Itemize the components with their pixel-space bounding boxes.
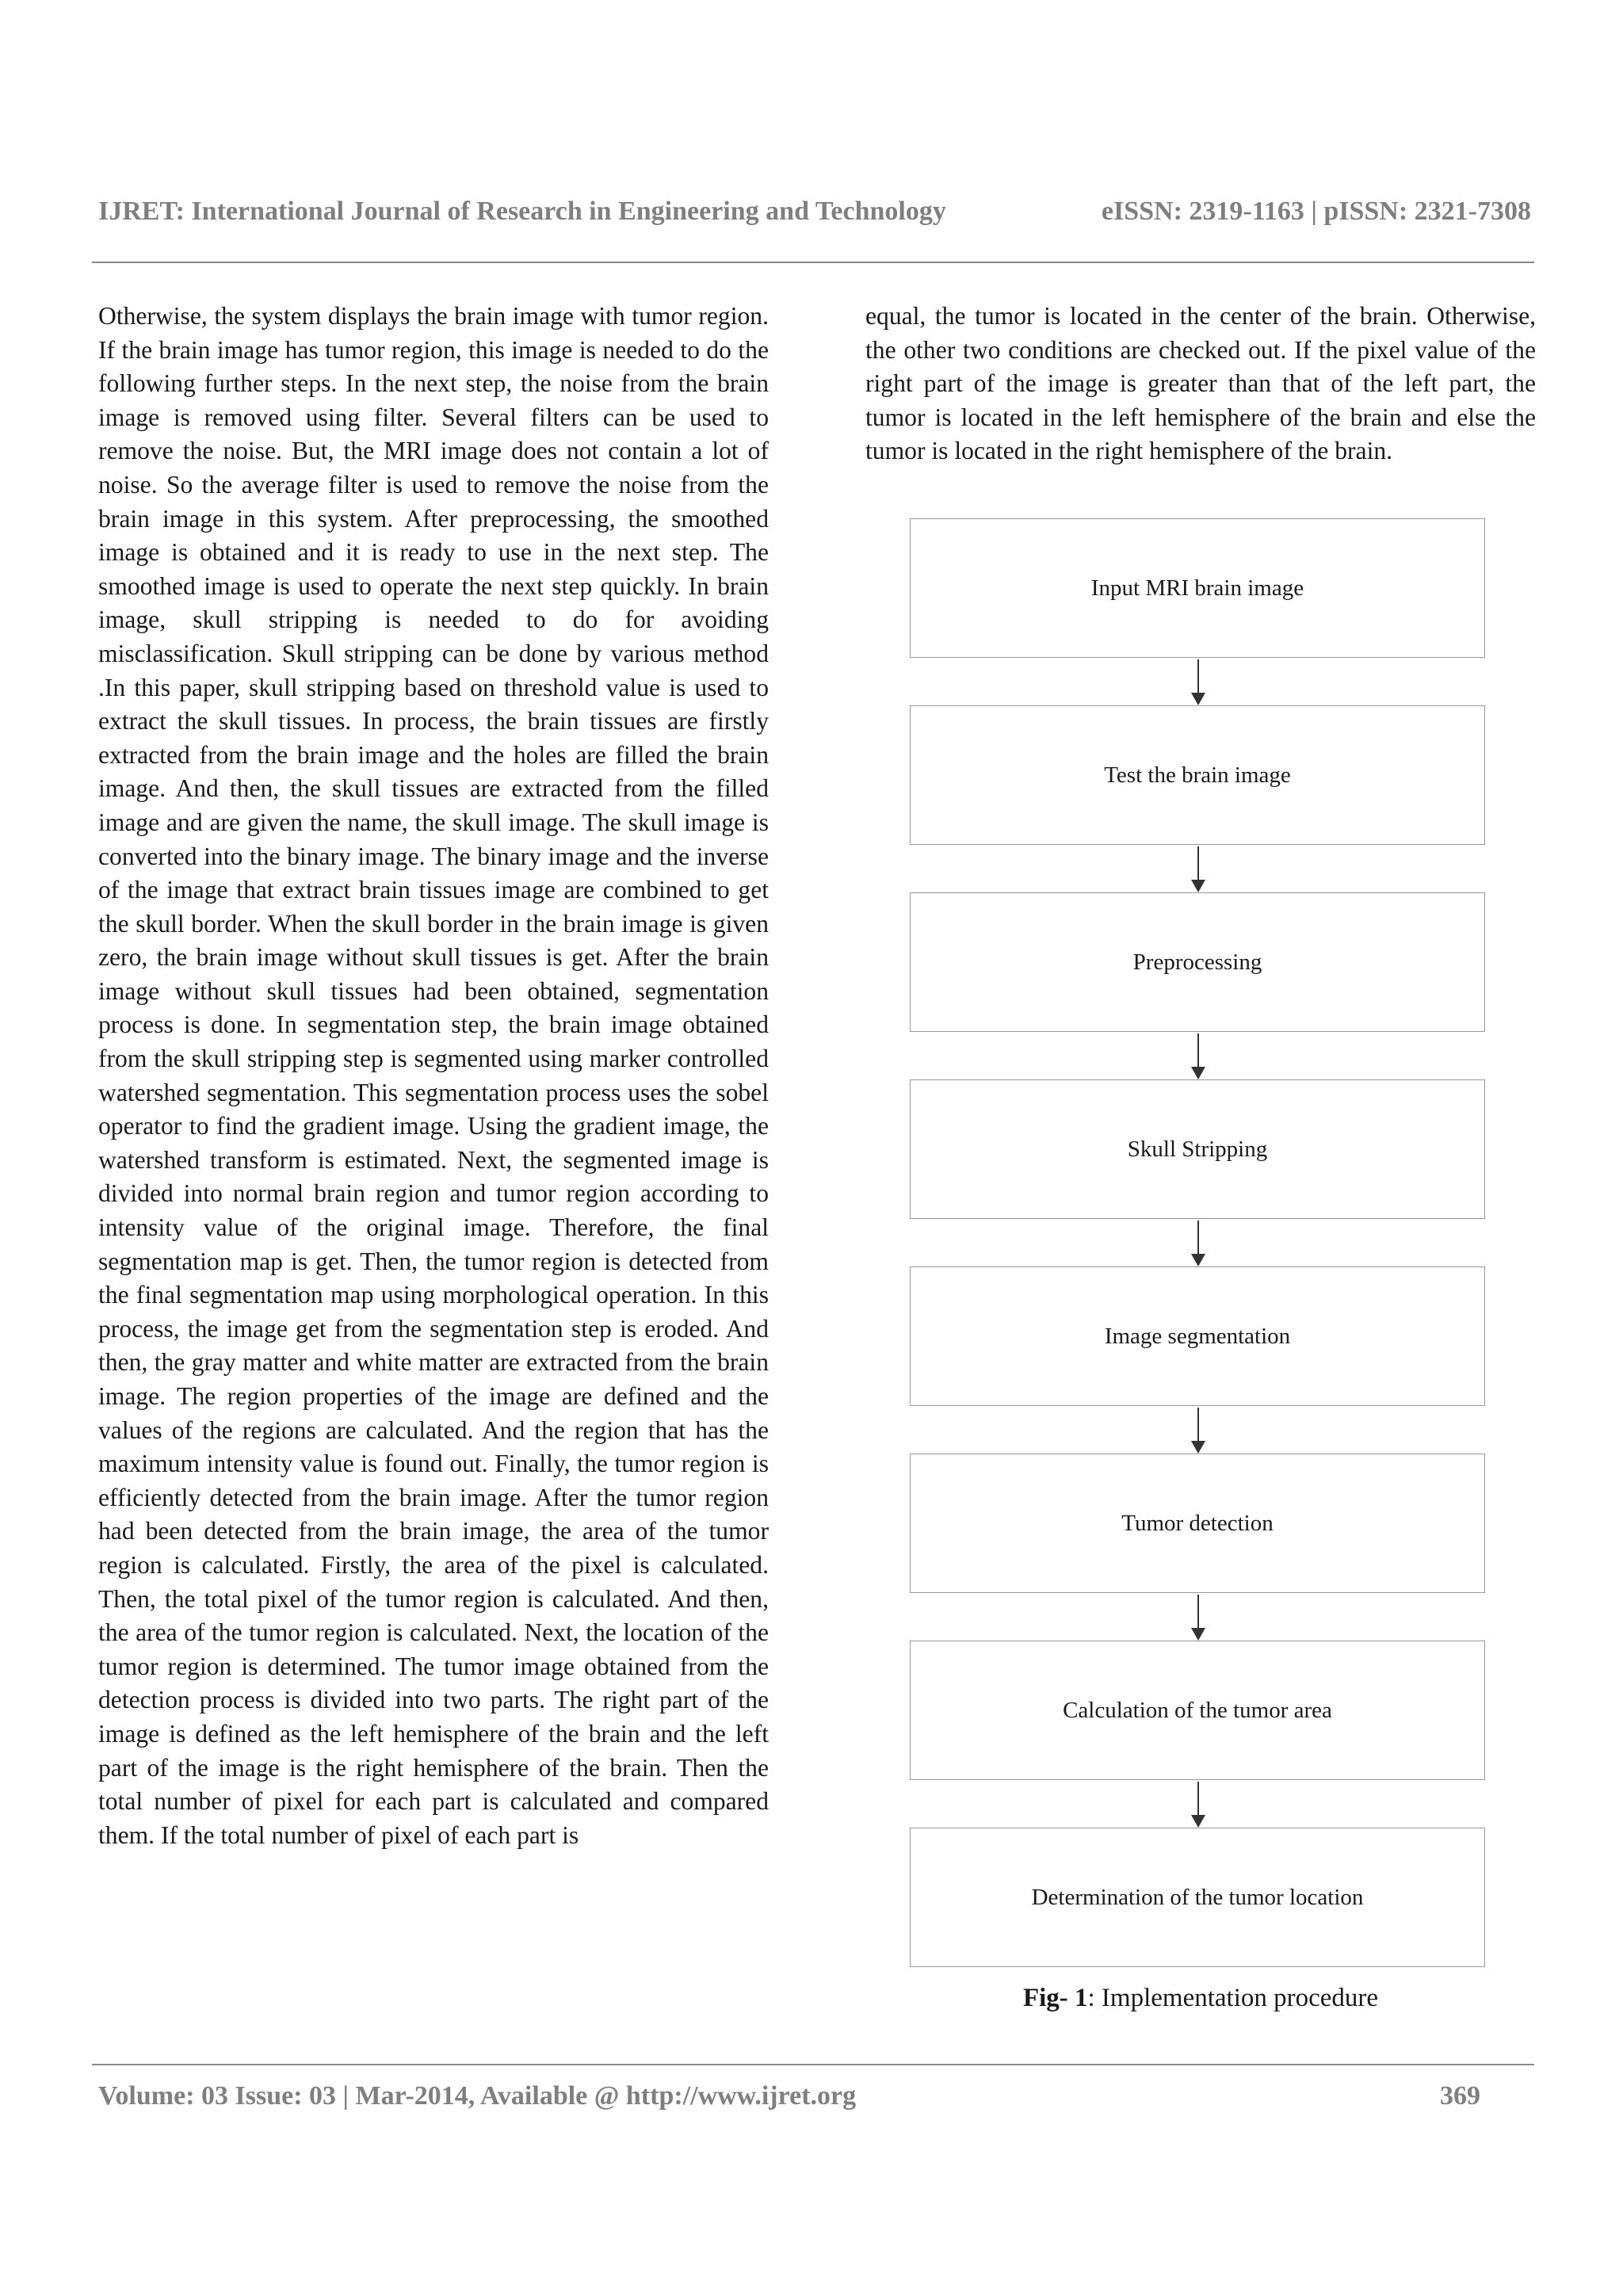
down-arrow-icon <box>1197 1595 1200 1641</box>
flow-step-label: Test the brain image <box>1104 762 1291 788</box>
down-arrow-icon <box>1197 1221 1200 1266</box>
flow-step-label: Skull Stripping <box>1127 1137 1268 1162</box>
flow-step-box <box>910 1641 1485 1780</box>
right-text-column <box>865 300 1536 498</box>
flow-step-box <box>910 1828 1485 1967</box>
page-header <box>98 197 1531 236</box>
header-rule <box>92 262 1534 263</box>
down-arrow-icon <box>1197 1033 1200 1079</box>
flow-step-box <box>910 892 1485 1032</box>
page-number: 369 <box>1440 2081 1480 2111</box>
down-arrow-icon <box>1197 1408 1200 1454</box>
flow-step-box <box>910 518 1485 658</box>
flow-step-box <box>910 1266 1485 1406</box>
flow-step-box <box>910 705 1485 845</box>
footer-rule <box>92 2064 1534 2065</box>
figure-caption <box>865 1981 1536 2015</box>
left-text-column <box>98 300 769 2027</box>
down-arrow-icon <box>1197 846 1200 892</box>
flow-step-label: Preprocessing <box>1132 949 1262 975</box>
body-paragraph: equal, the tumor is located in the center of the brain. Otherwise, the other two conditions are checked out. If the pixel value of the right part of the image is greater than that of the left part, the tumor is located in the left hemisphere of the brain and else the tumor is located in the right hemisphere of the brain. <box>865 302 1536 465</box>
volume-info: Volume: 03 Issue: 03 | Mar-2014, Available @ http://www.ijret.org <box>98 2081 857 2111</box>
issn-info: eISSN: 2319-1163 | pISSN: 2321-7308 <box>1101 197 1531 226</box>
flow-step-label: Input MRI brain image <box>1090 575 1304 601</box>
figure-caption-text: : Implementation procedure <box>1087 1984 1379 2012</box>
journal-title: IJRET: International Journal of Research in Engineering and Technology <box>98 197 946 226</box>
flow-step-label: Calculation of the tumor area <box>1063 1698 1332 1723</box>
flow-step-label: Tumor detection <box>1121 1511 1274 1536</box>
down-arrow-icon <box>1197 1782 1200 1828</box>
flow-step-label: Determination of the tumor location <box>1031 1885 1364 1910</box>
body-paragraph: Otherwise, the system displays the brain image with tumor region. If the brain image has tumor region, this image is needed to do the following further steps. In the next step, the noise from the brain image is removed using filter. Several filters can be used to remove the noise. But, the MRI image does not contain a lot of noise. So the average filter is used to remove the noise from the brain image in this system. After preprocessing, the smoothed image is obtained and it is ready to use in the next step. The smoothed image is used to operate the next step quickly. In brain image, skull stripping is needed to do for avoiding misclassification. Skull stripping can be done by various method .In this paper, skull stripping based on threshold value is used to extract the skull tissues. In process, the brain tissues are firstly extracted from the brain image and the holes are filled the brain image. And then, the skull tissues are extracted from the filled image and are given the name, the skull image. The skull image is converted into the binary image. The binary image and the inverse of the image that extract brain tissues image are combined to get the skull border. When the skull border in the brain image is given zero, the brain image without skull tissues is get. After the brain image without skull tissues had been obtained, segmentation process is done. In segmentation step, the brain image obtained from the skull stripping step is segmented using marker controlled watershed segmentation. This segmentation process uses the sobel operator to find the gradient image. Using the gradient image, the watershed transform is estimated. Next, the segmented image is divided into normal brain region and tumor region according to intensity value of the original image. Therefore, the final segmentation map is get. Then, the tumor region is detected from the final segmentation map using morphological operation. In this process, the image get from the segmentation step is eroded. And then, the gray matter and white matter are extracted from the brain image. The region properties of the image are defined and the values of the regions are calculated. And the region that has the maximum intensity value is found out. Finally, the tumor region is efficiently detected from the brain image. After the tumor region had been detected from the brain image, the area of the tumor region is calculated. Firstly, the area of the pixel is calculated. Then, the total pixel of the tumor region is calculated. And then, the area of the tumor region is calculated. Next, the location of the tumor region is determined. The tumor image obtained from the detection process is divided into two parts. The right part of the image is defined as the left hemisphere of the brain and the left part of the image is the right hemisphere of the brain. Then the total number of pixel for each part is calculated and compared them. If the total number of pixel of each part is <box>98 302 769 1849</box>
flow-step-box <box>910 1454 1485 1593</box>
down-arrow-icon <box>1197 659 1200 705</box>
flow-step-label: Image segmentation <box>1104 1324 1291 1349</box>
flow-step-box <box>910 1079 1485 1219</box>
figure-label: Fig- 1 <box>1022 1984 1088 2012</box>
page-footer <box>98 2081 1480 2111</box>
